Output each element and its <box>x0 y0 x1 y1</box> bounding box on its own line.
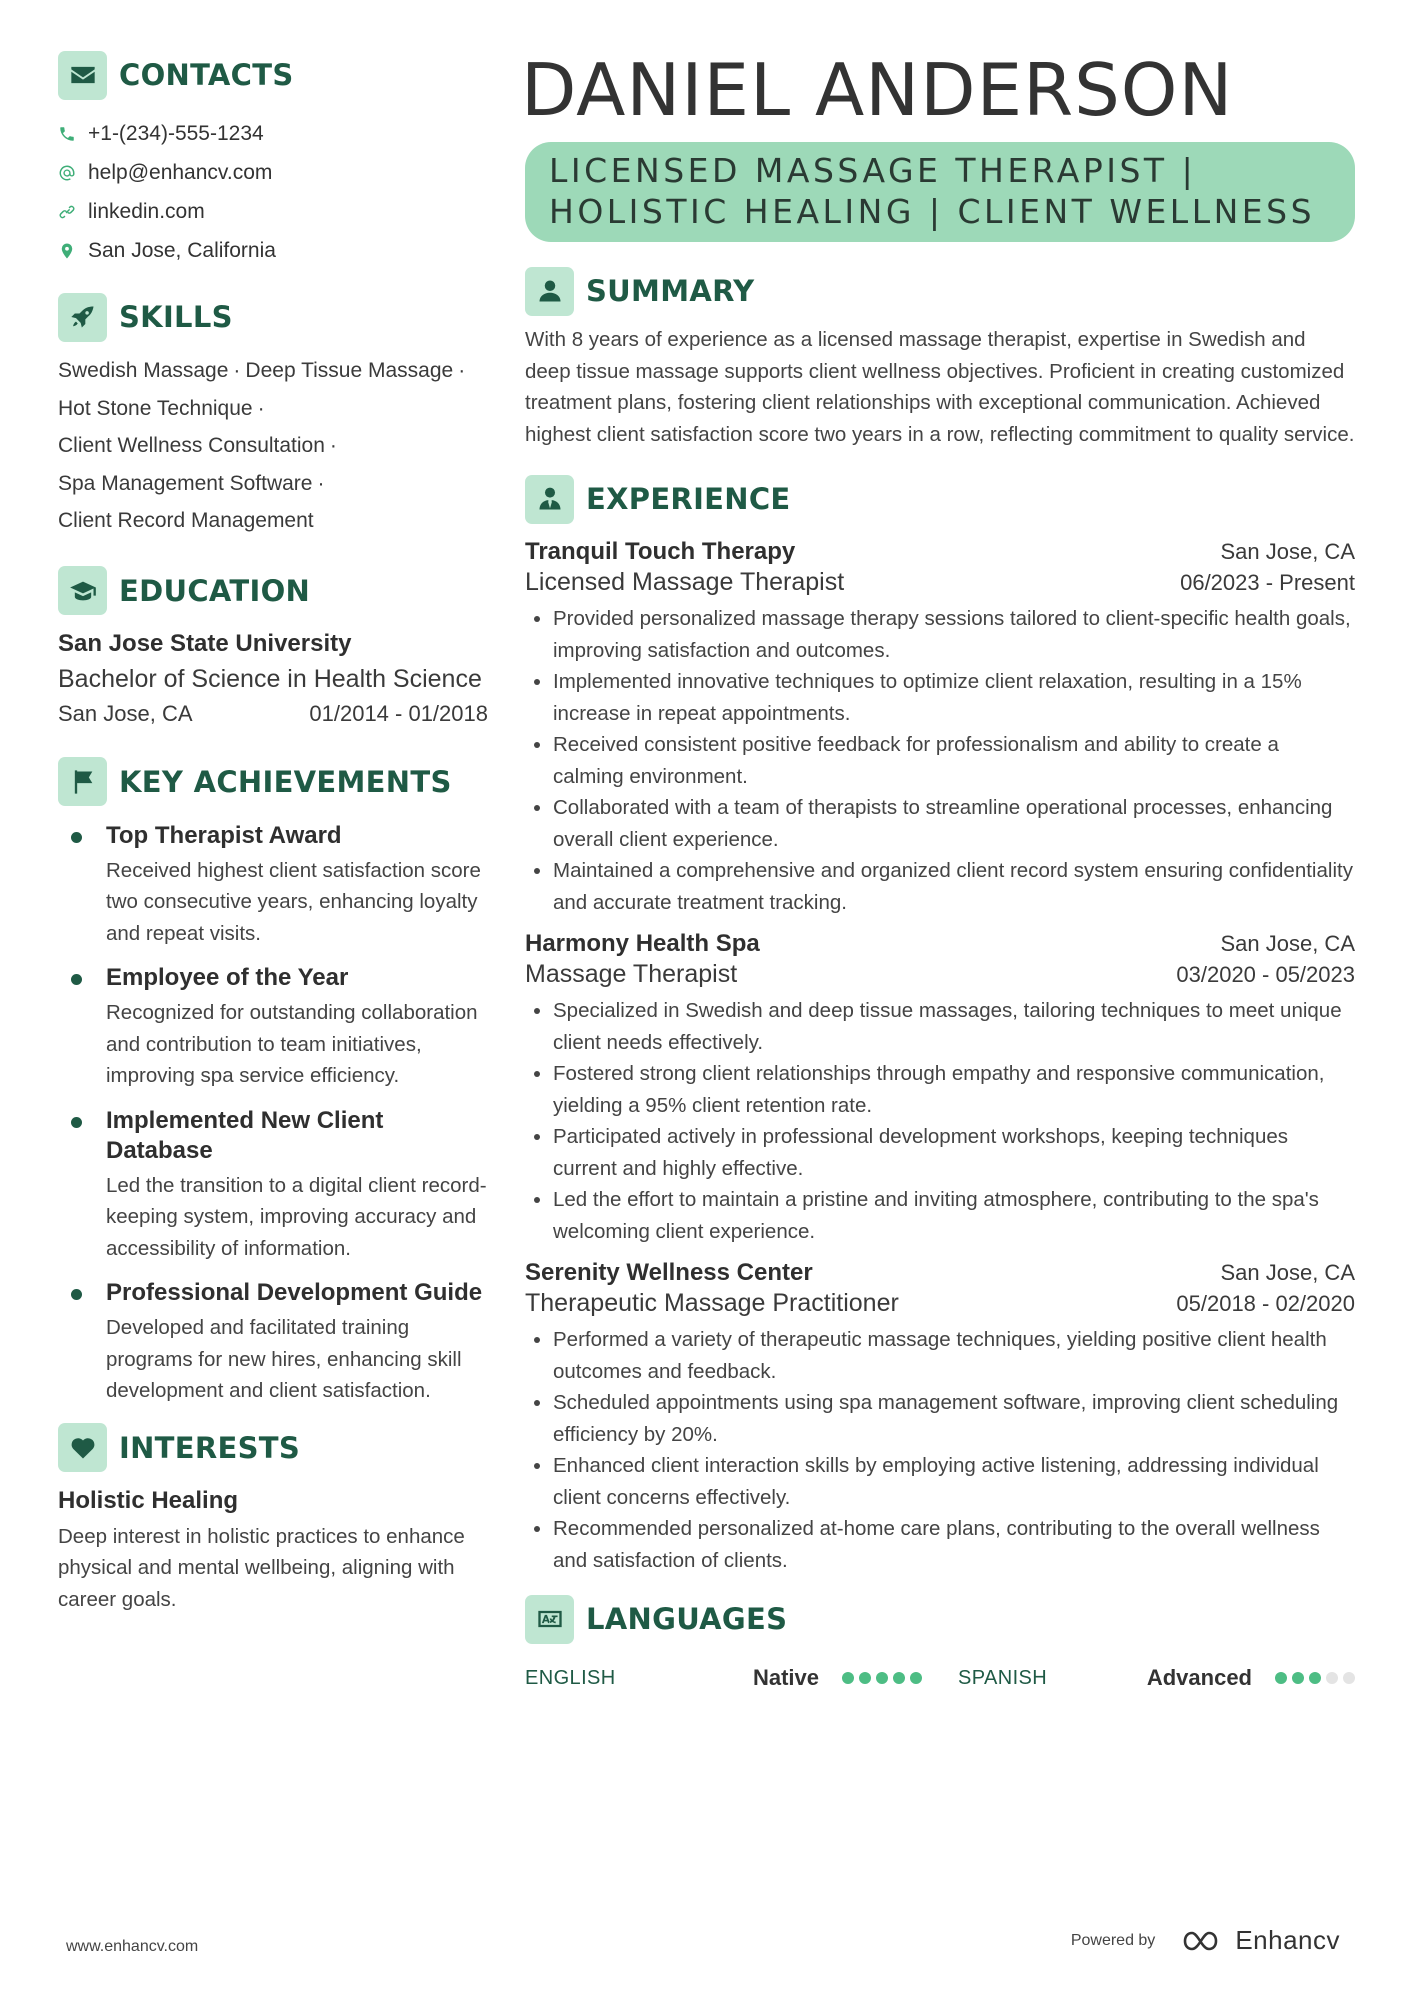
contact-phone[interactable] <box>58 114 488 153</box>
achievement-text: Received highest client satisfaction score two consecutive years, enhancing loyalty and repeat visits. <box>106 858 481 945</box>
bullet-icon <box>71 1289 82 1300</box>
job-bullet: • Recommended personalized at-home care plans, contributing to the overall wellness and satisfaction of clients. <box>553 1513 1355 1576</box>
achievements-heading <box>58 757 488 807</box>
user-icon <box>525 267 574 316</box>
job-bullet: • Implemented innovative techniques to optimize client relaxation, resulting in a 15% increase in repeat appointments. <box>553 666 1355 729</box>
graduation-cap-icon <box>58 566 107 615</box>
skill-item: Hot Stone Technique <box>58 396 253 420</box>
candidate-tagline: LICENSED MASSAGE THERAPIST | HOLISTIC HEALING | CLIENT WELLNESS <box>525 142 1355 242</box>
job-role: Licensed Massage Therapist <box>525 568 845 596</box>
achievements-list <box>58 821 488 1407</box>
skill-item: Client Wellness Consultation <box>58 434 325 457</box>
contact-location <box>58 231 488 270</box>
contact-linkedin[interactable] <box>58 192 488 231</box>
envelope-icon <box>58 51 107 100</box>
job-bullet: • Maintained a comprehensive and organized client record system ensuring confidentiality and accurate treatment tracking. <box>553 855 1355 918</box>
summary-heading <box>525 266 1355 316</box>
left-column <box>58 50 488 1615</box>
language-rating <box>1270 1672 1355 1684</box>
interest-text: Deep interest in holistic practices to enhance physical and mental wellbeing, aligning with career goals. <box>58 1524 465 1611</box>
job-bullet: • Collaborated with a team of therapists to streamline operational processes, enhancing overall client experience. <box>553 792 1355 855</box>
brand-logo[interactable] <box>1181 1925 1340 1956</box>
job-location: San Jose, CA <box>1220 1260 1355 1285</box>
education-location: San Jose, CA <box>58 700 193 726</box>
job-dates: 06/2023 - Present <box>1180 570 1355 595</box>
rating-dot-filled <box>910 1672 922 1684</box>
experience-item <box>525 538 1355 918</box>
experience-item <box>525 1259 1355 1576</box>
job-bullets <box>525 1324 1355 1576</box>
summary-text: With 8 years of experience as a licensed massage therapist, expertise in Swedish and deep tissue massage supports client wellness objectives. Proficient in creating customized treatment plans, fostering client relationships with exceptional communication. Achieved highest client satisfaction score two years in a row, reflecting commitment to quality service. <box>525 328 1355 446</box>
achievement-item <box>58 821 488 950</box>
language-rating <box>837 1672 922 1684</box>
education-heading <box>58 566 488 616</box>
achievement-title: Professional Development Guide <box>106 1279 483 1306</box>
rating-dot-filled <box>876 1672 888 1684</box>
achievement-title: Top Therapist Award <box>106 821 342 849</box>
language-level: Advanced <box>1146 1665 1252 1690</box>
bullet-icon <box>71 1117 82 1128</box>
languages-heading <box>525 1594 1355 1644</box>
achievement-text: Recognized for outstanding collaboration and contribution to team initiatives, improving spa service efficiency. <box>106 1001 478 1087</box>
job-bullet: • Participated actively in professional development workshops, keeping techniques current and highly effective. <box>553 1121 1355 1184</box>
rating-dot-filled <box>1275 1672 1287 1684</box>
linkedin-text: linkedin.com <box>88 199 205 223</box>
achievement-title: Employee of the Year <box>106 964 349 991</box>
job-role: Therapeutic Massage Practitioner <box>525 1289 899 1317</box>
rating-dot-filled <box>1309 1672 1321 1684</box>
phone-icon <box>58 125 76 143</box>
job-bullets <box>525 603 1355 918</box>
footer-website[interactable]: www.enhancv.com <box>66 1938 199 1955</box>
user-tie-icon <box>525 475 574 524</box>
right-column <box>521 48 1355 1698</box>
job-company: Serenity Wellness Center <box>525 1259 813 1286</box>
email-text: help@enhancv.com <box>88 160 273 184</box>
job-bullet: • Enhanced client interaction skills by employing active listening, addressing individual client concerns effectively. <box>553 1450 1355 1513</box>
job-company: Tranquil Touch Therapy <box>525 538 796 565</box>
interest-title: Holistic Healing <box>58 1486 239 1514</box>
rating-dot-filled <box>893 1672 905 1684</box>
languages-list <box>525 1658 1355 1698</box>
job-location: San Jose, CA <box>1220 931 1355 956</box>
brand-name: Enhancv <box>1235 1925 1340 1955</box>
skills-title: SKILLS <box>119 300 233 334</box>
education-dates: 01/2014 - 01/2018 <box>309 700 488 726</box>
contacts-heading <box>58 50 488 100</box>
skill-item: Deep Tissue Massage <box>245 359 454 382</box>
location-pin-icon <box>58 242 76 260</box>
job-bullets <box>525 995 1355 1247</box>
education-school: San Jose State University <box>58 629 352 657</box>
contact-list <box>58 114 488 270</box>
education-meta <box>58 701 488 727</box>
heart-icon <box>58 1423 107 1472</box>
language-item <box>525 1665 922 1691</box>
skills-list: Swedish Massage · Deep Tissue Massage · Hot Stone Technique · Client Wellness Consultation · Spa Management Software · Client Record Management <box>58 359 466 532</box>
language-name: ENGLISH <box>525 1666 616 1689</box>
powered-by-text: Powered by <box>1070 1931 1156 1949</box>
bullet-icon <box>71 974 82 985</box>
skill-item: Spa Management Software <box>58 471 313 495</box>
rating-dot-empty <box>1326 1672 1338 1684</box>
job-bullet: • Performed a variety of therapeutic massage techniques, yielding positive client health outcomes and feedback. <box>553 1324 1355 1387</box>
job-bullet: • Scheduled appointments using spa management software, improving client scheduling efficiency by 20%. <box>553 1387 1355 1450</box>
job-bullet: • Led the effort to maintain a pristine and inviting atmosphere, contributing to the spa's welcoming client experience. <box>553 1184 1355 1247</box>
achievement-text: Developed and facilitated training programs for new hires, enhancing skill development and client satisfaction. <box>106 1316 462 1402</box>
languages-title: LANGUAGES <box>586 1602 788 1636</box>
job-bullet: • Specialized in Swedish and deep tissue massages, tailoring techniques to meet unique client needs effectively. <box>553 995 1355 1058</box>
achievement-text: Led the transition to a digital client record-keeping system, improving accuracy and accessibility of information. <box>106 1173 487 1260</box>
skill-item: Swedish Massage <box>58 359 229 382</box>
rating-dot-filled <box>1292 1672 1304 1684</box>
contacts-title: CONTACTS <box>119 58 294 92</box>
phone-text: +1-(234)-555-1234 <box>88 121 264 145</box>
job-dates: 03/2020 - 05/2023 <box>1176 962 1355 987</box>
interests-title: INTERESTS <box>119 1430 301 1465</box>
experience-item <box>525 930 1355 1247</box>
achievement-item <box>58 1278 488 1407</box>
at-icon <box>58 164 76 182</box>
enhancv-logo-icon <box>1181 1927 1227 1955</box>
candidate-name: DANIEL ANDERSON <box>521 48 1234 132</box>
job-company: Harmony Health Spa <box>525 930 760 957</box>
job-dates: 05/2018 - 02/2020 <box>1176 1291 1355 1316</box>
job-bullet: • Received consistent positive feedback for professionalism and ability to create a calming environment. <box>553 729 1355 792</box>
job-bullet: • Provided personalized massage therapy sessions tailored to client-specific health goals, improving satisfaction and outcomes. <box>553 603 1355 666</box>
language-icon <box>525 1595 574 1644</box>
education-degree: Bachelor of Science in Health Science <box>58 664 482 693</box>
skills-heading <box>58 292 488 342</box>
rating-dot-filled <box>859 1672 871 1684</box>
language-name: SPANISH <box>958 1666 1048 1689</box>
language-item <box>958 1665 1355 1691</box>
language-level: Native <box>752 1665 819 1690</box>
bullet-icon <box>71 832 82 843</box>
flag-icon <box>58 757 107 806</box>
skill-item: Client Record Management <box>58 509 314 532</box>
achievements-title: KEY ACHIEVEMENTS <box>119 764 452 799</box>
rocket-icon <box>58 293 107 342</box>
job-location: San Jose, CA <box>1220 539 1355 564</box>
experience-title: EXPERIENCE <box>586 482 791 516</box>
location-text: San Jose, California <box>88 238 276 262</box>
achievement-item <box>58 1106 488 1265</box>
footer-branding <box>1071 1925 1340 1956</box>
contact-email[interactable] <box>58 153 488 192</box>
achievement-item <box>58 963 488 1092</box>
rating-dot-filled <box>842 1672 854 1684</box>
job-role: Massage Therapist <box>525 960 738 988</box>
achievement-title: Implemented New Client Database <box>106 1106 384 1164</box>
rating-dot-empty <box>1343 1672 1355 1684</box>
education-title: EDUCATION <box>119 573 311 608</box>
interests-heading <box>58 1423 488 1473</box>
link-icon <box>58 203 76 221</box>
summary-title: SUMMARY <box>586 274 755 308</box>
job-bullet: • Fostered strong client relationships through empathy and responsive communication, yielding a 95% client retention rate. <box>553 1058 1355 1121</box>
experience-heading <box>525 474 1355 524</box>
